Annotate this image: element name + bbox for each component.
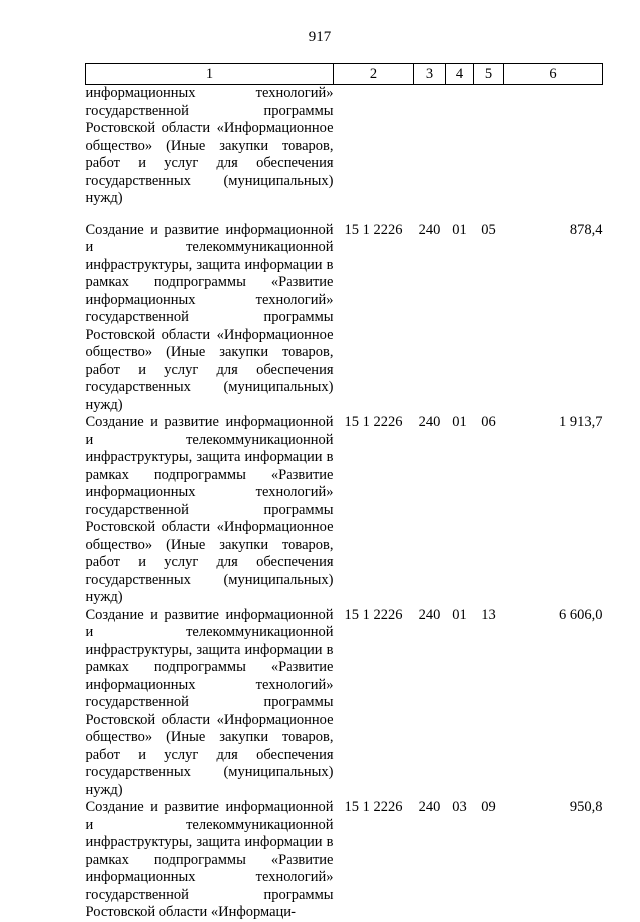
row-subsection: 09 bbox=[481, 799, 496, 815]
row-amount: 950,8 bbox=[569, 799, 603, 815]
row-description: Создание и развитие информационной и телекоммуникационной инфраструктуры, защита информации в рамках подпрограммы «Развитие информационных технологий» государственной программы Ростовской области «Информаци- bbox=[85, 799, 334, 920]
row-expense-type: 240 bbox=[418, 221, 441, 238]
row-amount bbox=[504, 85, 603, 222]
row-amount: 6 606,0 bbox=[559, 606, 603, 623]
row-amount: 1 913,7 bbox=[559, 414, 603, 430]
row-section bbox=[446, 85, 474, 222]
row-subsection: 05 bbox=[481, 221, 496, 238]
column-header-4: 4 bbox=[446, 64, 474, 85]
column-header-5: 5 bbox=[474, 64, 504, 85]
row-expense-type: 240 bbox=[418, 799, 441, 815]
page-number: 917 bbox=[308, 29, 332, 45]
row-subsection bbox=[474, 85, 504, 222]
row-expense-type: 240 bbox=[418, 414, 441, 430]
row-description: Создание и развитие информационной и телекоммуникационной инфраструктуры, защита информации в рамках подпрограммы «Развитие информационных технологий» государственной программы Ростовской области «Информационное общество» (Иные закупки товаров, работ и услуг для обеспечения государственных (муниципальных) нужд) bbox=[85, 221, 334, 413]
row-target-article: 15 1 2226 bbox=[344, 799, 403, 815]
row-section: 01 bbox=[452, 414, 467, 430]
column-header-3: 3 bbox=[414, 64, 446, 85]
row-target-article: 15 1 2226 bbox=[344, 414, 403, 430]
column-header-2: 2 bbox=[334, 64, 414, 85]
column-header-6: 6 bbox=[504, 64, 603, 85]
table-row bbox=[86, 222, 603, 415]
row-target-article: 15 1 2226 bbox=[344, 606, 403, 623]
row-section: 03 bbox=[452, 799, 467, 815]
column-header-1: 1 bbox=[86, 64, 334, 85]
row-subsection: 06 bbox=[481, 414, 496, 430]
row-expense-type: 240 bbox=[418, 606, 441, 623]
row-description: Создание и развитие информационной и телекоммуникационной инфраструктуры, защита информации в рамках подпрограммы «Развитие информационных технологий» государственной программы Ростовской области «Информационное общество» (Иные закупки товаров, работ и услуг для обеспечения государственных (муниципальных) нужд) bbox=[85, 606, 334, 798]
table-header-row bbox=[86, 64, 603, 85]
row-description: Создание и развитие информационной и телекоммуникационной инфраструктуры, защита информации в рамках подпрограммы «Развитие информационных технологий» государственной программы Ростовской области «Информационное общество» (Иные закупки товаров, работ и услуг для обеспечения государственных (муниципальных) нужд) bbox=[85, 414, 334, 605]
budget-table bbox=[85, 63, 603, 922]
row-section: 01 bbox=[452, 606, 467, 623]
table-row bbox=[86, 799, 603, 922]
table-row bbox=[86, 607, 603, 800]
row-description: информационных технологий» государственной программы Ростовской области «Информационное общество» (Иные закупки товаров, работ и услуг для обеспечения государственных (муниципальных) нужд) bbox=[85, 85, 334, 206]
row-subsection: 13 bbox=[481, 606, 496, 623]
row-target-article bbox=[334, 85, 414, 222]
row-amount: 878,4 bbox=[569, 221, 603, 238]
row-section: 01 bbox=[452, 221, 467, 238]
table-row bbox=[86, 85, 603, 222]
row-expense-type bbox=[414, 85, 446, 222]
row-target-article: 15 1 2226 bbox=[344, 221, 403, 238]
table-row bbox=[86, 414, 603, 607]
